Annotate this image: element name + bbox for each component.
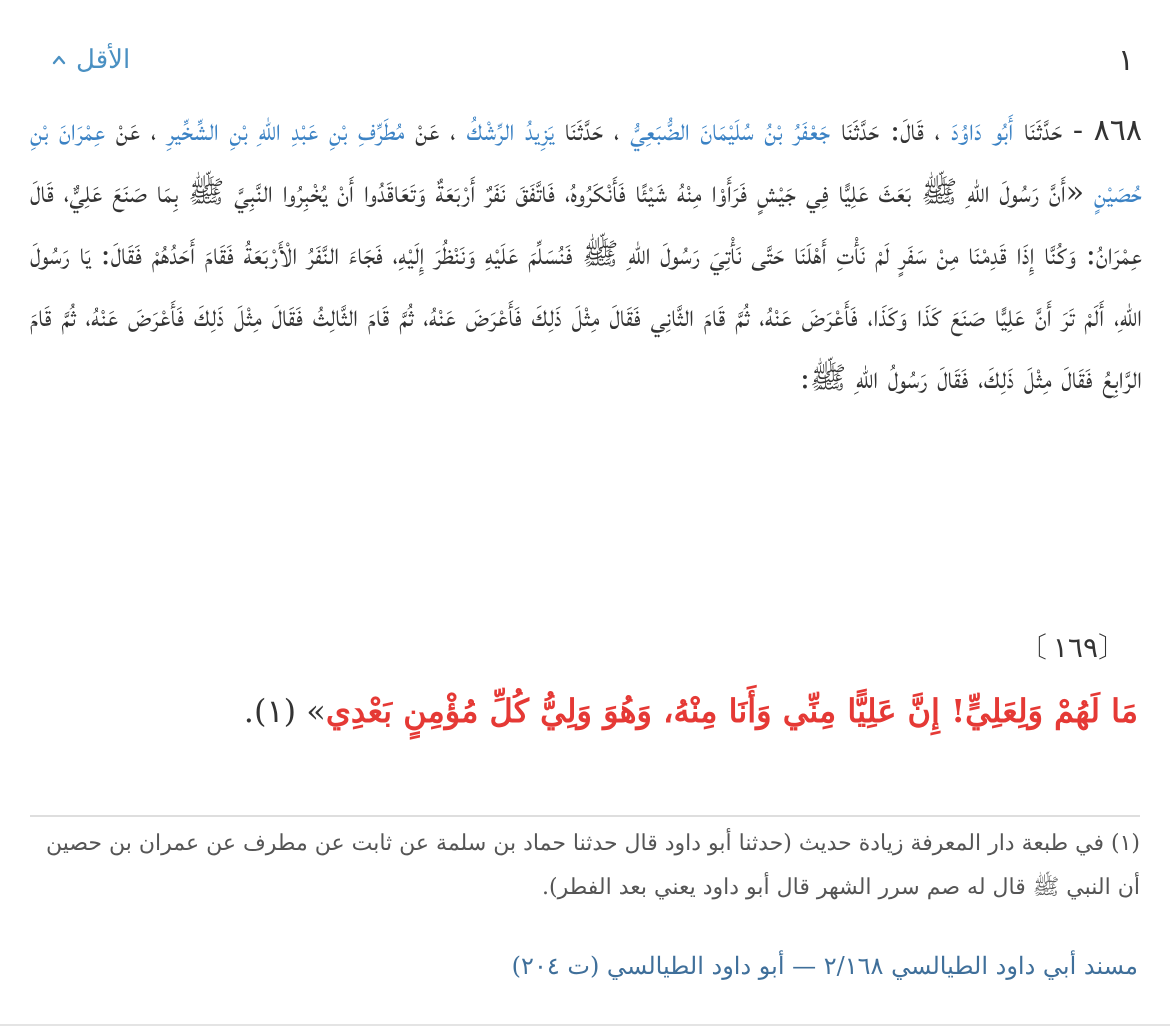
hadith-text-segment: ، عَنْ <box>404 113 467 148</box>
narrator-link[interactable]: يَزِيدُ الرِّشْكُ <box>466 113 555 148</box>
hadith-text-segment: «أَنَّ رَسُولَ اللهِ ﷺ بَعَثَ عَلِيًّا فِي جَيْشٍ فَرَأَوْا مِنْهُ شَيْئًا فَأَنْكَرُوهُ، فَاتَّفَقَ نَفَرٌ أَرْبَعَةٌ وَتَعَاقَدُوا أَنْ يُخْبِرُوا النَّبِيَّ ﷺ بِمَا صَنَعَ عَلِيٌّ، قَالَ عِمْرَانُ: وَكُنَّا إِذَا قَدِمْنَا مِنْ سَفَرٍ لَمْ نَأْتِ أَهْلَنَا حَتَّى نَأْتِيَ رَسُولَ اللهِ ﷺ فَنُسَلِّمَ عَلَيْهِ وَنَنْظُرَ إِلَيْهِ، فَجَاءَ النَّفَرُ الْأَرْبَعَةُ فَقَامَ أَحَدُهُمْ فَقَالَ: يَا رَسُولَ اللهِ، أَلَمْ تَرَ أَنَّ عَلِيًّا صَنَعَ كَذَا وَكَذَا، فَأَعْرَضَ عَنْهُ، ثُمَّ قَامَ الثَّانِي فَقَالَ مِثْلَ ذَلِكَ فَأَعْرَضَ عَنْهُ، ثُمَّ قَامَ الثَّالِثُ فَقَالَ مِثْلَ ذَلِكَ فَأَعْرَضَ عَنْهُ، ثُمَّ قَامَ الرَّابِعُ فَقَالَ مِثْلَ ذَلِكَ، فَقَالَ رَسُولُ اللهِ ﷺ: <box>30 175 1142 396</box>
show-less-label: الأقل <box>76 45 131 75</box>
highlighted-saying: مَا لَهُمْ وَلِعَلِيٍّ! إِنَّ عَلِيًّا مِنِّي وَأَنَا مِنْهُ، وَهُوَ وَلِيُّ كُلِّ مُؤْمِنٍ بَعْدِي <box>325 692 1138 730</box>
hadith-text <box>30 100 1142 410</box>
hadith-text-segment: ٨٦٨ - حَدَّثَنَا <box>1013 113 1142 148</box>
section-number: 〔١٦٩〕 <box>1018 631 1132 664</box>
footnote-divider <box>30 815 1140 817</box>
footnote: (١) في طبعة دار المعرفة زيادة حديث (حدثنا أبو داود قال حدثنا حماد بن سلمة عن ثابت عن مطرف عن عمران بن حصين أن النبي ﷺ قال له صم سرر الشهر قال أبو داود يعني بعد الفطر). <box>45 831 1140 900</box>
page-number: ١ <box>1117 42 1134 78</box>
source-citation-link[interactable]: مسند أبي داود الطيالسي ٢/١٦٨ — أبو داود الطيالسي (ت ٢٠٤) <box>511 952 1138 980</box>
hadith-text-segment: ، قَالَ: حَدَّثَنَا <box>830 113 951 148</box>
hadith-text-segment: ، حَدَّثَنَا <box>554 113 631 148</box>
page-header <box>30 40 1140 80</box>
narrator-link[interactable]: أَبُو دَاوُدَ <box>950 113 1014 148</box>
saying-tail: » (١). <box>243 692 326 730</box>
narrator-link[interactable]: مُطَرِّفِ بْنِ عَبْدِ اللهِ بْنِ الشِّخِّيرِ <box>167 113 405 148</box>
chevron-up-icon <box>52 53 66 67</box>
narrator-link[interactable]: عِمْرَانَ بْنِ حُصَيْنٍ <box>30 113 1142 210</box>
show-less-button[interactable] <box>52 45 130 75</box>
narrator-link[interactable]: جَعْفَرُ بْنُ سُلَيْمَانَ الضُّبَعِيُّ <box>630 113 831 148</box>
hadith-text-segment: ، عَنْ <box>105 113 168 148</box>
bottom-divider <box>0 1024 1170 1026</box>
prophetic-saying <box>30 684 1138 738</box>
